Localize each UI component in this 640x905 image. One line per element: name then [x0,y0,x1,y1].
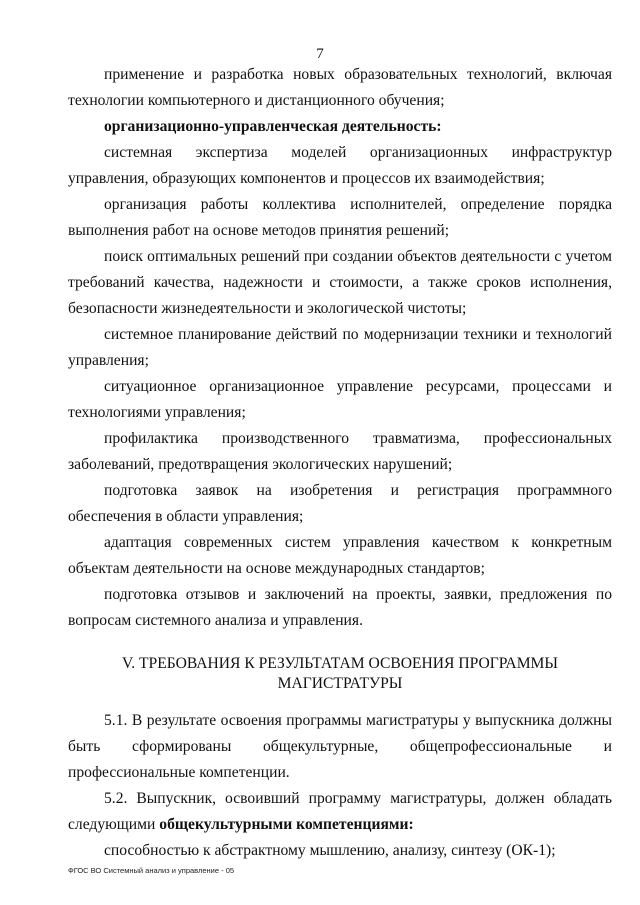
paragraph-6: системное планирование действий по модернизации техники и технологий управления; [68,326,612,369]
competence-ok-1: способностью к абстрактному мышлению, анализу, синтезу (ОК-1); [104,842,556,859]
clause-5-2-bold: общекультурными компетенциями: [159,816,414,833]
section-heading-line-2: МАГИСТРАТУРЫ [277,675,403,692]
footer-note: ФГОС ВО Системный анализ и управление - 05 [68,866,235,875]
paragraph-8: профилактика производственного травматизма, профессиональных заболеваний, предотвращения экологических нарушений; [68,430,612,473]
page-number: 7 [316,46,324,62]
paragraph-1: применение и разработка новых образовательных технологий, включая технологии компьютерного и дистанционного обучения; [68,66,612,109]
clause-5-2 [68,786,612,838]
section-heading [68,654,612,694]
paragraph-3: системная экспертиза моделей организационных инфраструктур управления, образующих компонентов и процессов их взаимодействия; [68,144,612,187]
clause-5-2-text: 5.2. Выпускник, освоивший программу магистратуры, должен обладать следующими [68,790,612,833]
page-body [68,62,612,864]
section-heading-line-1: V. ТРЕБОВАНИЯ К РЕЗУЛЬТАТАМ ОСВОЕНИЯ ПРОГРАММЫ [121,655,559,672]
subheading-org-management: организационно-управленческая деятельность: [104,118,442,135]
paragraph-11: подготовка отзывов и заключений на проекты, заявки, предложения по вопросам системного анализа и управления. [68,586,612,629]
paragraph-7: ситуационное организационное управление ресурсами, процессами и технологиями управления; [68,378,612,421]
paragraph-4: организация работы коллектива исполнителей, определение порядка выполнения работ на основе методов принятия решений; [68,196,612,239]
paragraph-5: поиск оптимальных решений при создании объектов деятельности с учетом требований качества, надежности и стоимости, а также сроков исполнения, безопасности жизнедеятельности и экологической чистоты; [68,248,612,317]
paragraph-10: адаптация современных систем управления качеством к конкретным объектам деятельности на основе международных стандартов; [68,534,612,577]
clause-5-1: 5.1. В результате освоения программы магистратуры у выпускника должны быть сформированы общекультурные, общепрофессиональные и профессиональные компетенции. [68,712,612,781]
paragraph-9: подготовка заявок на изобретения и регистрация программного обеспечения в области управления; [68,482,612,525]
